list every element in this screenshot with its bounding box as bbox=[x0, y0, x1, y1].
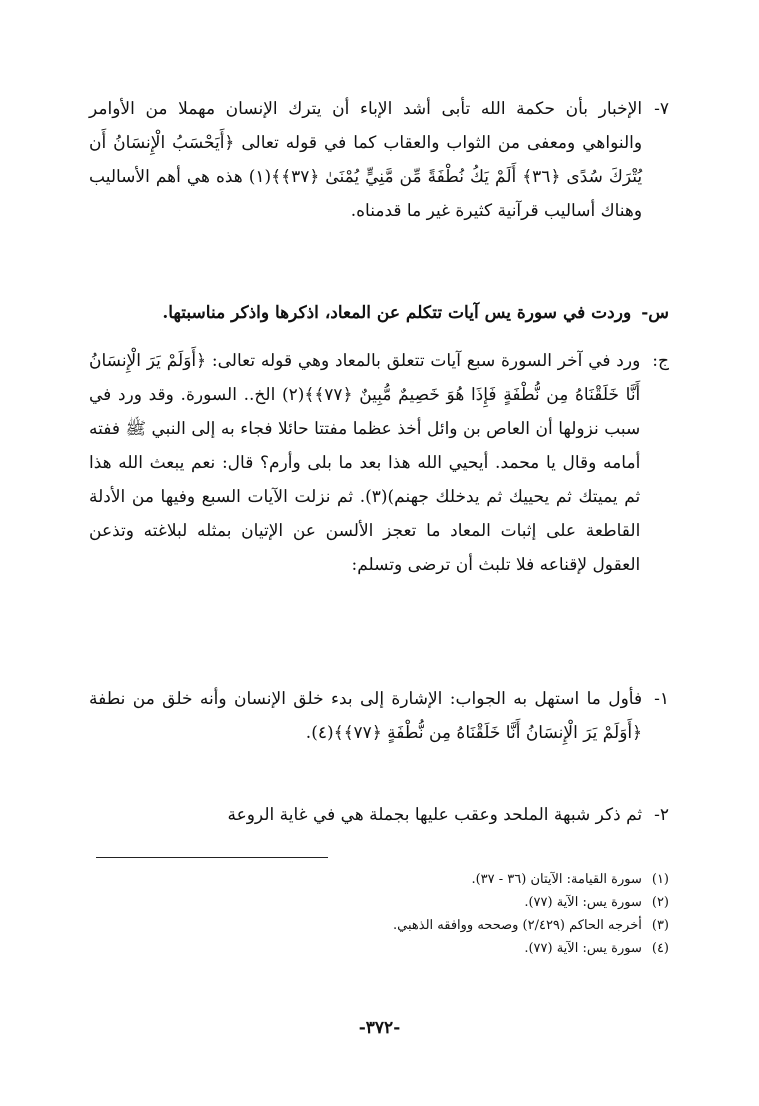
footnote-number: (٢) bbox=[651, 895, 669, 910]
footnote-text: أخرجه الحاكم (٢/٤٢٩) وصححه ووافقه الذهبي. bbox=[393, 918, 642, 933]
question-text: وردت في سورة يس آيات تتكلم عن المعاد، اذكرها واذكر مناسبتها. bbox=[162, 303, 632, 323]
point-1-number: ١- bbox=[654, 689, 669, 709]
footnote-number: (٣) bbox=[651, 918, 669, 933]
item-7-text: الإخبار بأن حكمة الله تأبى أشد الإباء أن يترك الإنسان مهملا من الأوامر والنواهي ومعفى من الثواب والعقاب كما في قوله تعالى ﴿أَيَحْسَبُ الْإِنسَانُ أَن يُتْرَكَ سُدًى ﴿٣٦﴾ أَلَمْ يَكُ نُطْفَةً مِّن مَّنِيٍّ يُمْنَىٰ ﴿٣٧﴾﴾(١) هذه هي أهم الأساليب وهناك أساليب قرآنية كثيرة غير ما قدمناه. bbox=[89, 99, 643, 221]
page-number: -٣٧٢- bbox=[358, 1018, 401, 1038]
footnote-number: (٤) bbox=[651, 941, 669, 956]
answer-label: ج: bbox=[652, 351, 669, 371]
footnote-separator bbox=[96, 857, 328, 858]
footnote-number: (١) bbox=[651, 872, 669, 887]
footnotes bbox=[89, 868, 669, 960]
point-2-text: ثم ذكر شبهة الملحد وعقب عليها بجملة هي في غاية الروعة bbox=[227, 805, 643, 825]
footnote-text: سورة القيامة: الآيتان (٣٦ - ٣٧). bbox=[471, 872, 642, 887]
point-2-number: ٢- bbox=[654, 805, 669, 825]
footnote-text: سورة يس: الآية (٧٧). bbox=[524, 895, 642, 910]
footnote bbox=[89, 937, 669, 960]
answer-text: ورد في آخر السورة سبع آيات تتعلق بالمعاد وهي قوله تعالى: ﴿أَوَلَمْ يَرَ الْإِنسَانُ أَنَّا خَلَقْنَاهُ مِن نُّطْفَةٍ فَإِذَا هُوَ خَصِيمٌ مُّبِينٌ ﴿٧٧﴾﴾(٢) الخ.. السورة. وقد ورد في سبب نزولها أن العاص بن وائل أخذ عظما مفتتا حائلا فجاء به إلى النبي ﷺ ففته أمامه وقال يا محمد. أيحيي الله هذا بعد ما بلى وأرم؟ قال: نعم يبعث الله هذا ثم يميتك ثم يحييك ثم يدخلك جهنم)(٣). ثم نزلت الآيات السبع وفيها من الأدلة القاطعة على إثبات المعاد ما تعجز الألسن عن الإتيان بمثله لبلاغته وتذعن العقول لإقناعه فلا تلبث أن ترضى وتسلم: bbox=[89, 351, 641, 575]
point-2 bbox=[89, 798, 669, 832]
point-1-text: فأول ما استهل به الجواب: الإشارة إلى بدء خلق الإنسان وأنه خلق من نطفة ﴿أَوَلَمْ يَرَ الْإِنسَانُ أَنَّا خَلَقْنَاهُ مِن نُّطْفَةٍ ﴿٧٧﴾﴾(٤). bbox=[89, 689, 643, 743]
footnote bbox=[89, 868, 669, 891]
question-label: س- bbox=[641, 303, 669, 323]
footnote bbox=[89, 891, 669, 914]
question bbox=[89, 296, 669, 330]
item-7-number: ٧- bbox=[654, 99, 669, 119]
point-1 bbox=[89, 682, 669, 750]
answer bbox=[89, 344, 669, 582]
item-7 bbox=[89, 92, 669, 228]
footnote bbox=[89, 914, 669, 937]
footnote-text: سورة يس: الآية (٧٧). bbox=[524, 941, 642, 956]
